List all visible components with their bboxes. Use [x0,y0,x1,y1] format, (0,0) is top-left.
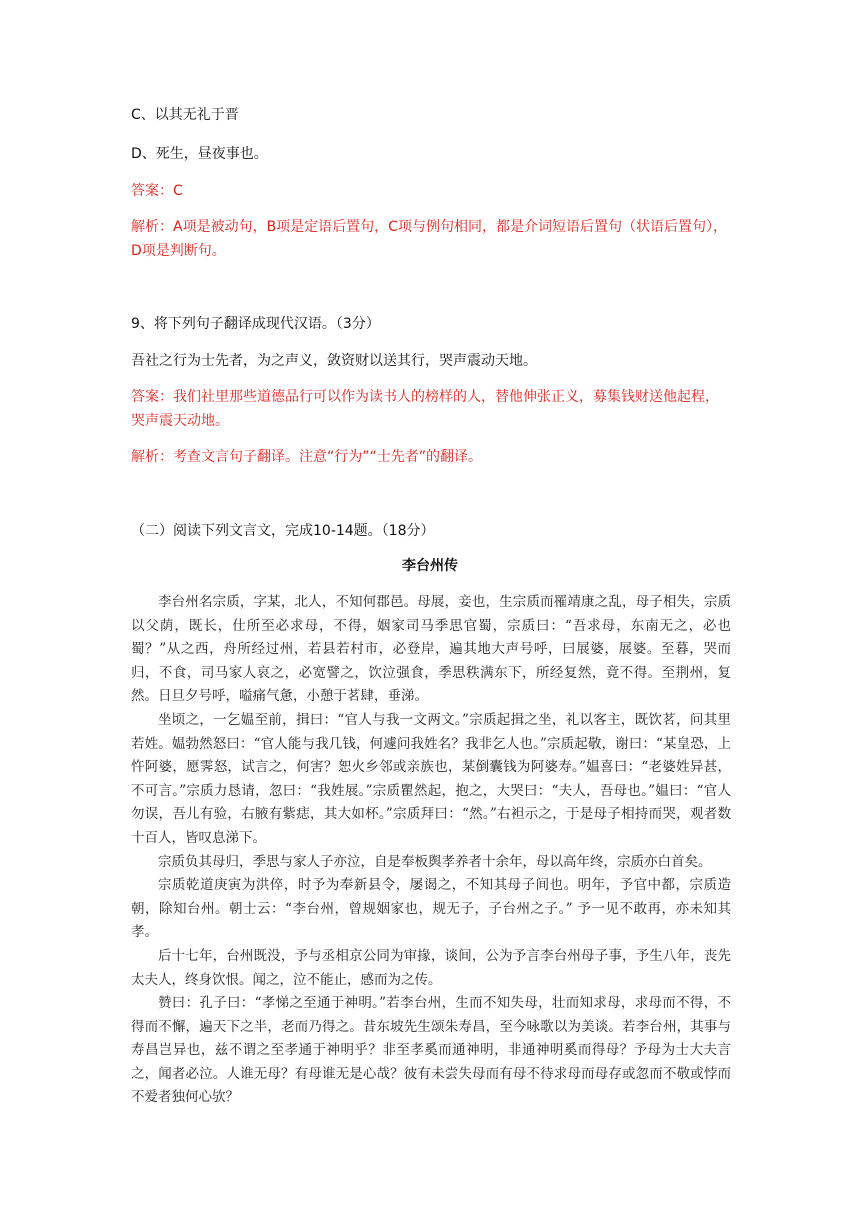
answer-q8: 答案：C [131,183,183,199]
passage-title: 李台州传 [402,558,458,574]
section-heading: （二）阅读下列文言文，完成10-14题。（18分） [131,523,435,539]
analysis-q9: 解析：考查文言句子翻译。注意“行为”“士先者”的翻译。 [131,449,483,465]
option-c: C、以其无礼于晋 [131,107,239,123]
passage-paragraph: 后十七年，台州既没，予与丞相京公同为审掾，谈间，公为予言李台州母子事，予生八年，丧先太夫人，终身饮恨。闻之，泣不能止，感而为之传。 [131,947,731,988]
answer-q9: 答案：我们社里那些道德品行可以作为读书人的榜样的人，替他伸张正义，募集钱财送他起程，哭声震天动地。 [131,389,719,429]
passage-paragraph: 宗质乾道庚寅为洪倅，时予为奉新县令，屡谒之，不知其母子间也。明年，予官中都，宗质造朝，除知台州。朝士云：“李台州，曾规姻家也，规无子，子台州之子。” 予一见不敢再，亦未知其孝。 [131,877,731,941]
passage-paragraph: 李台州名宗质，字某，北人，不知何郡邑。母展，妾也，生宗质而罹靖康之乱，母子相失，宗质以父荫，既长，仕所至必求母，不得，姻家司马季思官蜀，宗质曰：“吾求母，东南无之，必也蜀？”从之西，舟所经过州，若县若村市，必登岸，遍其地大声号呼，曰展婆，展婆。至暮，哭而归，不食，司马家人哀之，必宽譬之，饮泣强食，季思秩满东下，所经复然，竟不得。至荆州，复然。日旦夕号呼，嗌痛气惫，小憩于茗肆，垂涕。 [131,594,731,705]
option-d: D、死生，昼夜事也。 [131,146,268,162]
question-9-sentence: 吾社之行为士先者，为之声义，敛资财以送其行，哭声震动天地。 [131,353,537,369]
passage-paragraph: 坐顷之，一乞媪至前，揖曰：“官人与我一文两文。”宗质起揖之坐，礼以客主，既饮茗，问其里若姓。媪勃然怒曰：“官人能与我几钱，何遽问我姓名？我非乞人也。”宗质起敬，谢曰：“某皇恐，上忤阿婆，愿霁怒，试言之，何害？恕火乡邻或亲族也，某倒囊钱为阿婆寿。”媪喜曰：“老婆姓异甚，不可言。”宗质力恳请，忽曰：“我姓展。”宗质瞿然起，抱之，大哭曰：“夫人，吾母也。”媪曰：“官人勿误，吾儿有验，右腋有紫痣，其大如杯。”宗质拜曰：“然。”右袒示之，于是母子相持而哭，观者数十百人，皆叹息涕下。 [131,711,731,846]
passage-paragraph: 宗质负其母归，季思与家人子亦泣，自是奉板舆孝养者十余年，母以高年终，宗质亦白首矣。 [158,853,712,870]
passage-paragraph: 赞曰：孔子曰：“孝悌之至通于神明。”若李台州，生而不知失母，壮而知求母，求母而不得，不得而不懈，遍天下之半，老而乃得之。昔东坡先生颂朱寿昌，至今咏歌以为美谈。若李台州，其事与寿昌岂异也，兹不谓之至孝通于神明乎？非至孝奚而通神明，非通神明奚而得母？予母为士大夫言之，闻者必泣。人谁无母？有母谁无是心哉？彼有未尝失母而有母不待求母而母存或忽而不敬或悖而不爱者独何心欤？ [131,995,731,1106]
question-9: 9、将下列句子翻译成现代汉语。（3分） [131,316,380,332]
analysis-q8: 解析：A项是被动句，B项是定语后置句，C项与例句相同，都是介词短语后置句（状语后置句），D项是判断句。 [131,219,727,259]
passage-body [131,591,731,1110]
